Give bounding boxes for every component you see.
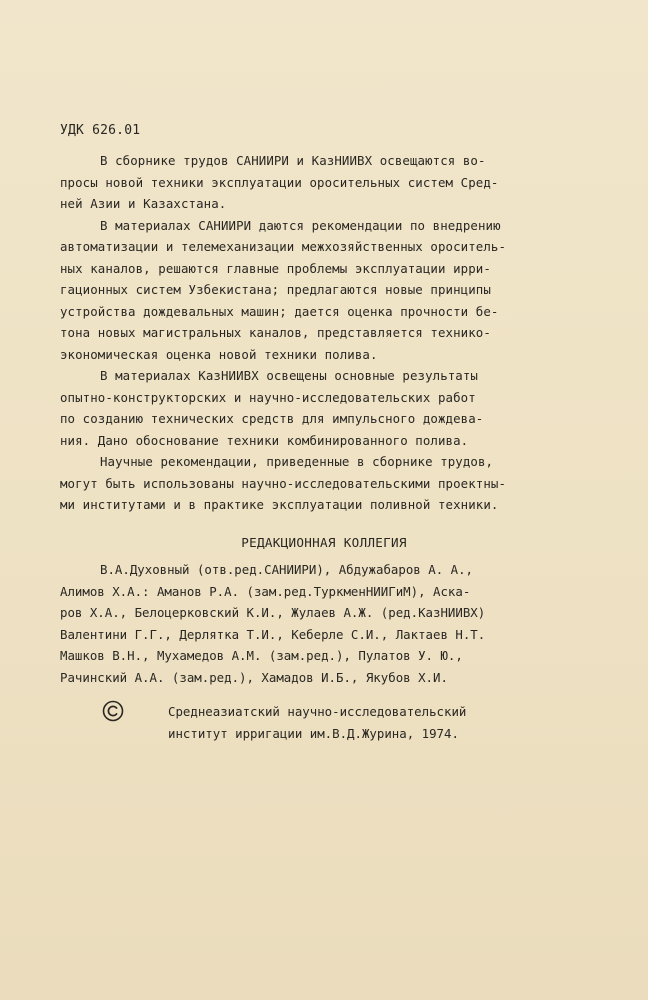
editorial-board-members: В.А.Духовный (отв.ред.САНИИРИ), Абдужабаров А. А., Алимов Х.А.: Аманов Р.А. (зам.ред.ТуркменНИИГиМ), Аска- ров Х.А., Белоцерковский К.И., Жулаев А.Ж. (ред.КазНИИВХ) Валентини Г.Г., Дерлятка Т.И., Keберле С.И., Лактаев Н.Т. Машков В.Н., Мухамедов А.М. (зам.ред.), Пулатов У. Ю., Рачинский А.А. (зам.ред.), Хамадов И.Б., Якубов Х.И. <box>60 562 486 685</box>
copyright-icon <box>102 700 124 722</box>
abstract-paragraph-3: В материалах КазНИИВХ освещены основные результаты опытно-конструкторских и научно-исследовательских работ по созданию технических средств для импульсного дождева- ния. Дано обоснование техники комбинированного полива. <box>60 368 484 448</box>
editorial-board-title: РЕДАКЦИОННАЯ КОЛЛЕГИЯ <box>241 535 407 550</box>
abstract-paragraph-4: Научные рекомендации, приведенные в сборнике трудов, могут быть использованы научно-исследовательскими проектны- ми институтами и в практике эксплуатации поливной техники. <box>60 454 507 512</box>
udk-code: УДК 626.01 <box>60 123 141 138</box>
abstract-text <box>60 150 550 516</box>
abstract-paragraph-1: В сборнике трудов САНИИРИ и КазНИИВХ освещаются во- просы новой техники эксплуатации оросительных систем Сред- ней Азии и Казахстана. <box>60 153 499 211</box>
abstract-paragraph-2: В материалах САНИИРИ даются рекомендации по внедрению автоматизации и телемеханизации межхозяйственных ороситель- ных каналов, решаются главные проблемы эксплуатации ирри- гационных систем Узбекистана; предлагаются новые принципы устройства дождевальных машин; дается оценка прочности бе- тона новых магистральных каналов, представляется технико- экономическая оценка новой техники полива. <box>60 217 507 362</box>
copyright-notice: Среднеазиатский научно-исследовательский институт ирригации им.В.Д.Журина, 1974. <box>168 704 467 741</box>
